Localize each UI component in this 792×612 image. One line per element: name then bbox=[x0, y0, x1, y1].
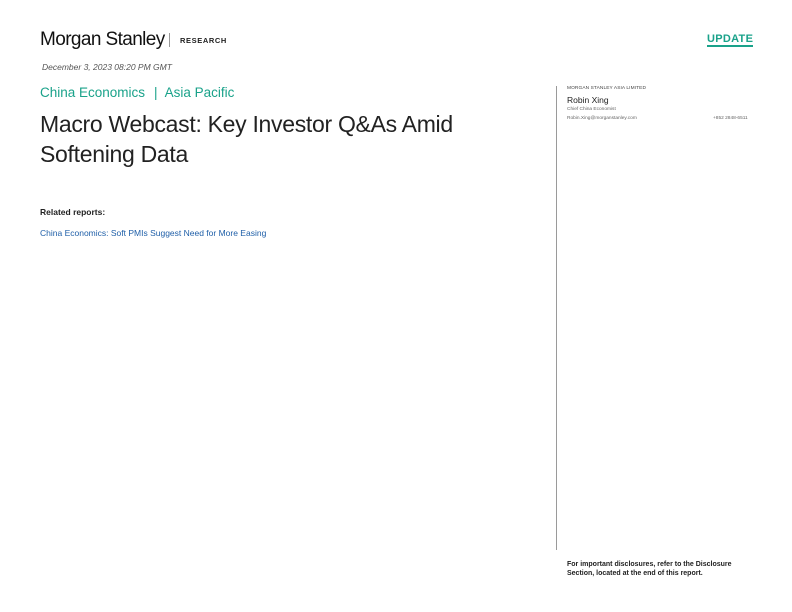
report-title: Macro Webcast: Key Investor Q&As Amid Softening Data bbox=[40, 111, 453, 167]
publish-date: December 3, 2023 08:20 PM GMT bbox=[42, 62, 172, 72]
topic-line bbox=[40, 85, 234, 100]
header-divider bbox=[169, 33, 170, 47]
analyst-name: Robin Xing bbox=[567, 95, 609, 105]
disclosure-note: For important disclosures, refer to the Disclosure Section, located at the end of this report. bbox=[567, 561, 732, 577]
analyst-email-link[interactable]: Robin.Xing@morganstanley.com bbox=[567, 116, 637, 121]
topic-separator: | bbox=[154, 85, 158, 100]
analyst-company: MORGAN STANLEY ASIA LIMITED bbox=[567, 86, 647, 91]
section-label: RESEARCH bbox=[180, 36, 227, 45]
related-reports-heading: Related reports: bbox=[40, 207, 106, 217]
analyst-phone: +852 2848-6511 bbox=[713, 116, 748, 121]
analyst-role: Chief China Economist bbox=[567, 107, 616, 112]
update-badge: UPDATE bbox=[707, 33, 754, 45]
related-report-link[interactable]: China Economics: Soft PMIs Suggest Need for More Easing bbox=[40, 228, 267, 238]
region-label: Asia Pacific bbox=[164, 85, 235, 100]
topic-label: China Economics bbox=[40, 85, 146, 100]
brand-logo: Morgan Stanley bbox=[40, 29, 165, 50]
sidebar-divider bbox=[556, 86, 557, 550]
